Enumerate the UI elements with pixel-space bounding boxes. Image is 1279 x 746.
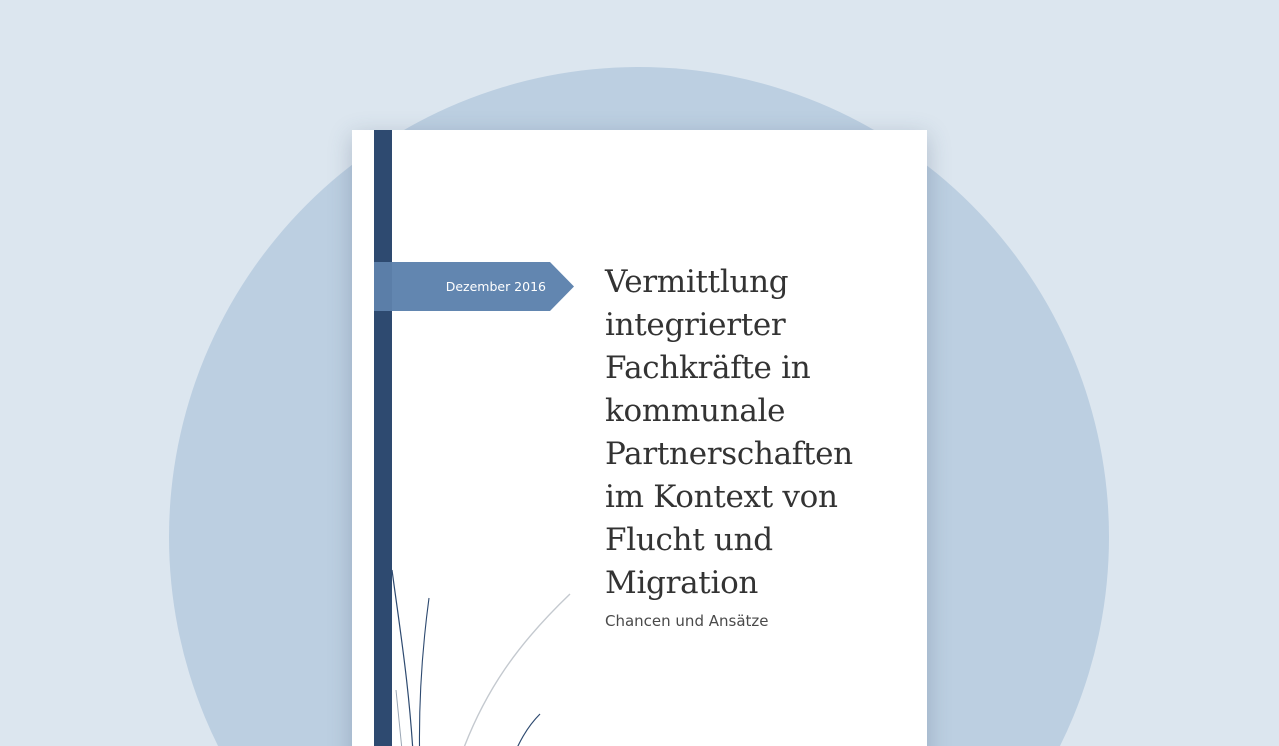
grass-strokes-decoration (352, 130, 927, 746)
document-date: Dezember 2016 (445, 279, 546, 294)
document-cover-page (352, 130, 927, 746)
document-subtitle: Chancen und Ansätze (605, 612, 769, 630)
document-title: Vermittlung integrierter Fachkräfte in kommunale Partnerschaften im Kontext von Flucht und Migration (605, 264, 853, 601)
